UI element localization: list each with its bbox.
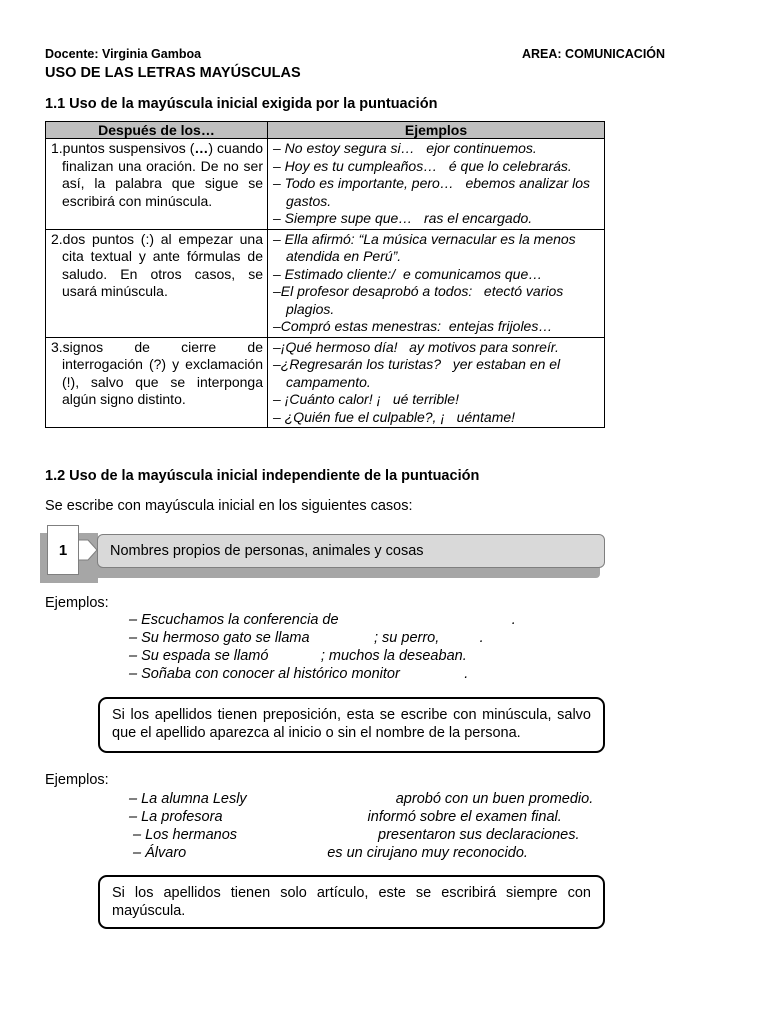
table-header-examples: Ejemplos [268, 122, 605, 139]
example-line: – Estimado cliente:/ e comunicamos que… [273, 265, 543, 282]
example-line: – Todo es importante, pero… ebemos analizar los gastos. [273, 175, 594, 209]
callout-arrow-icon [76, 536, 100, 564]
example-line: – No estoy segura si… ejor continuemos. [273, 140, 537, 156]
table-header-row [46, 122, 605, 139]
examples-cell [268, 229, 605, 337]
example-line: – Los hermanos presentaron sus declaraciones. [129, 827, 580, 843]
example-line: – ¡Cuánto calor! ¡ ué terrible! [273, 391, 459, 407]
example-line: – Álvaro es un cirujano muy reconocido. [129, 845, 528, 861]
note-box [98, 875, 605, 929]
table-header-rule: Después de los… [46, 122, 268, 139]
example-line: –El profesor desaprobó a todos: etectó varios plagios. [273, 283, 568, 317]
callout-case-number: 1 [47, 525, 79, 575]
example-line: – Soñaba con conocer al histórico monitor . [129, 666, 469, 682]
example-line: – Su espada se llamó ; muchos la deseaban. [129, 648, 467, 664]
rule-cell [46, 139, 268, 230]
page-title: USO DE LAS LETRAS MAYÚSCULAS [45, 65, 301, 81]
table-row [46, 337, 605, 428]
examples-cell [268, 139, 605, 230]
example-line: – Siempre supe que… ras el encargado. [273, 210, 533, 226]
rule-text: 2.dos puntos (:) al empezar una cita textual y ante fórmulas de saludo. En otros casos, se usará minúscula. [51, 230, 263, 299]
example-line: – La alumna Lesly aprobó con un buen promedio. [129, 791, 594, 807]
subject-area: AREA: COMUNICACIÓN [522, 47, 666, 61]
example-line: – La profesora informó sobre el examen final. [129, 809, 562, 825]
example-line: – Ella afirmó: “La música vernacular es la menos atendida en Perú”. [273, 230, 580, 264]
punctuation-rules-table [45, 121, 605, 428]
examples-cell [268, 337, 605, 428]
section-2-intro: Se escribe con mayúscula inicial en los siguientes casos: [45, 498, 413, 514]
example-line: – Escuchamos la conferencia de . [129, 612, 516, 628]
example-line: –¿Regresarán los turistas? yer estaban en el campamento. [273, 356, 565, 390]
examples-label: Ejemplos: [45, 595, 109, 611]
rule-text [51, 140, 263, 210]
rule-symbol: … [194, 140, 209, 156]
table-row [46, 139, 605, 230]
rule-text-part: ) cuando finalizan una oración. De no ser así, la palabra que sigue se escribirá con minúscula. [62, 140, 263, 209]
example-line: –Compró estas menestras: entejas frijoles… [273, 318, 553, 334]
example-line: – Su hermoso gato se llama ; su perro, . [129, 630, 484, 646]
teacher-name: Docente: Virginia Gamboa [45, 47, 202, 61]
callout-case-text: Nombres propios de personas, animales y cosas [110, 543, 424, 559]
examples-label: Ejemplos: [45, 772, 109, 788]
example-line: – ¿Quién fue el culpable?, ¡ uéntame! [273, 408, 516, 425]
note-box [98, 697, 605, 753]
rule-text-part: 1.puntos suspensivos ( [51, 140, 195, 156]
rule-cell [46, 337, 268, 428]
section-1-title: 1.1 Uso de la mayúscula inicial exigida por la puntuación [45, 96, 438, 112]
callout-case-box [97, 534, 605, 568]
note-text: Si los apellidos tienen solo artículo, este se escribirá siempre con mayúscula. [112, 885, 591, 919]
section-2-title: 1.2 Uso de la mayúscula inicial independiente de la puntuación [45, 468, 480, 484]
rule-text: 3.signos de cierre de interrogación (?) y exclamación (!), salvo que se interponga algún signo distinto. [51, 338, 263, 407]
note-text: Si los apellidos tienen preposición, esta se escribe con minúscula, salvo que el apellido aparezca al inicio o sin el nombre de la persona. [112, 707, 591, 741]
rule-cell [46, 229, 268, 337]
table-row [46, 229, 605, 337]
example-line: –¡Qué hermoso día! ay motivos para sonreír. [273, 338, 559, 355]
example-line: – Hoy es tu cumpleaños… é que lo celebrarás. [273, 157, 572, 174]
